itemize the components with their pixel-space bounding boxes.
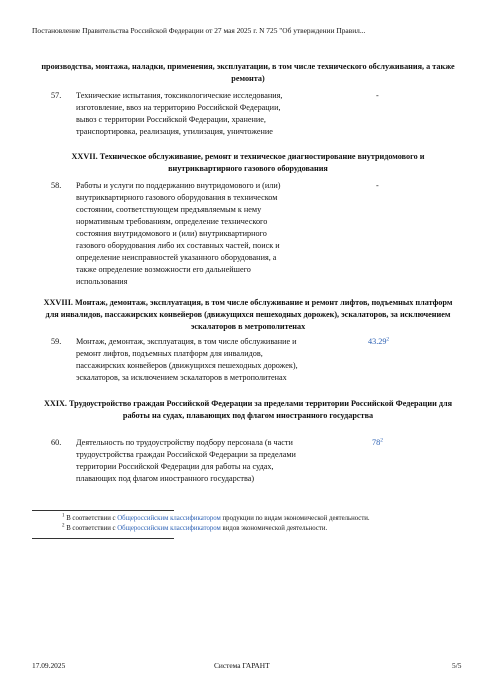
- section-title: XXVII. Техническое обслуживание, ремонт и техническое диагностирование внутридомового и внутриквартирного газового оборудования: [71, 152, 425, 173]
- footnote-1: [62, 514, 482, 524]
- row-number: 60.: [51, 438, 62, 447]
- footer-page-number: 5/5: [452, 661, 462, 670]
- classifier-link[interactable]: Общероссийским классификатором: [117, 515, 221, 522]
- footnote-ref[interactable]: 2: [386, 336, 390, 343]
- footnote-marker: 1: [62, 513, 65, 519]
- footnote-ref[interactable]: 2: [380, 437, 383, 444]
- footnote-marker: 2: [62, 523, 65, 529]
- row-number: 57.: [51, 91, 62, 100]
- row-value-link[interactable]: [372, 437, 383, 449]
- row-number: 59.: [51, 337, 62, 346]
- row-value-text[interactable]: 43.29: [368, 337, 387, 346]
- footnote-2: [62, 524, 482, 534]
- page-header: Постановление Правительства Российской Федерации от 27 мая 2025 г. N 725 "Об утверждении Правил...: [32, 26, 366, 35]
- row-text: Работы и услуги по поддержанию внутридомового и (или) внутриквартирного газового оборудования в техническом состоянии, соответствующем предъявляемым к нему нормативным требованиям, определение технического состояния внутридомового и (или) внутриквартирного газового оборудования либо их составных частей, поиск и определение неисправностей указанного оборудования, а также определение возможности его дальнейшего использования: [76, 181, 281, 286]
- row-text: Деятельность по трудоустройству подбору персонала (в части трудоустройства граждан Российской Федерации за пределами территории Российской Федерации для работы на судах, плавающих под флагом иностранного государства): [76, 438, 296, 483]
- row-text: Технические испытания, токсикологические исследования, изготовление, ввоз на территорию Российской Федерации, вывоз с территории Российской Федерации, хранение, транспортировка, реализация, утилизация, уничтожение: [76, 91, 283, 136]
- row-text: Монтаж, демонтаж, эксплуатация, в том числе обслуживание и ремонт лифтов, подъемных платформ для инвалидов, пассажирских конвейеров (движущихся пешеходных дорожек), эскалаторов, за исключением эскалаторов в метрополитенах: [76, 337, 298, 382]
- footnote-divider: [32, 510, 174, 511]
- footer-system: Система ГАРАНТ: [214, 661, 270, 670]
- footer-date: 17.09.2025: [32, 661, 66, 670]
- row-value: -: [376, 181, 379, 190]
- footnote-text: видов экономической деятельности.: [220, 525, 328, 532]
- row-value-link[interactable]: [368, 336, 389, 348]
- footnote-text: продукции по видам экономической деятельности.: [220, 515, 370, 522]
- section-title-continuation: производства, монтажа, наладки, применения, эксплуатации, в том числе технического обслуживания, а также ремонта): [41, 62, 455, 83]
- row-number: 58.: [51, 181, 62, 190]
- row-value: -: [376, 91, 379, 100]
- section-title: XXVIII. Монтаж, демонтаж, эксплуатация, в том числе обслуживание и ремонт лифтов, подъемных платформ для инвалидов, пассажирских конвейеров (движущихся пешеходных дорожек), эскалаторов, за исключением эскалаторов в метрополитенах: [43, 298, 453, 331]
- footnote-text: В соответствии с: [66, 525, 118, 532]
- footnote-text: В соответствии с: [66, 515, 118, 522]
- row-value-text[interactable]: 78: [372, 438, 381, 447]
- section-title: XXIX. Трудоустройство граждан Российской Федерации за пределами территории Российской Федерации для работы на судах, плавающих под флагом иностранного государства: [44, 399, 453, 420]
- classifier-link[interactable]: Общероссийским классификатором: [117, 525, 221, 532]
- footnote-end-divider: [32, 538, 174, 539]
